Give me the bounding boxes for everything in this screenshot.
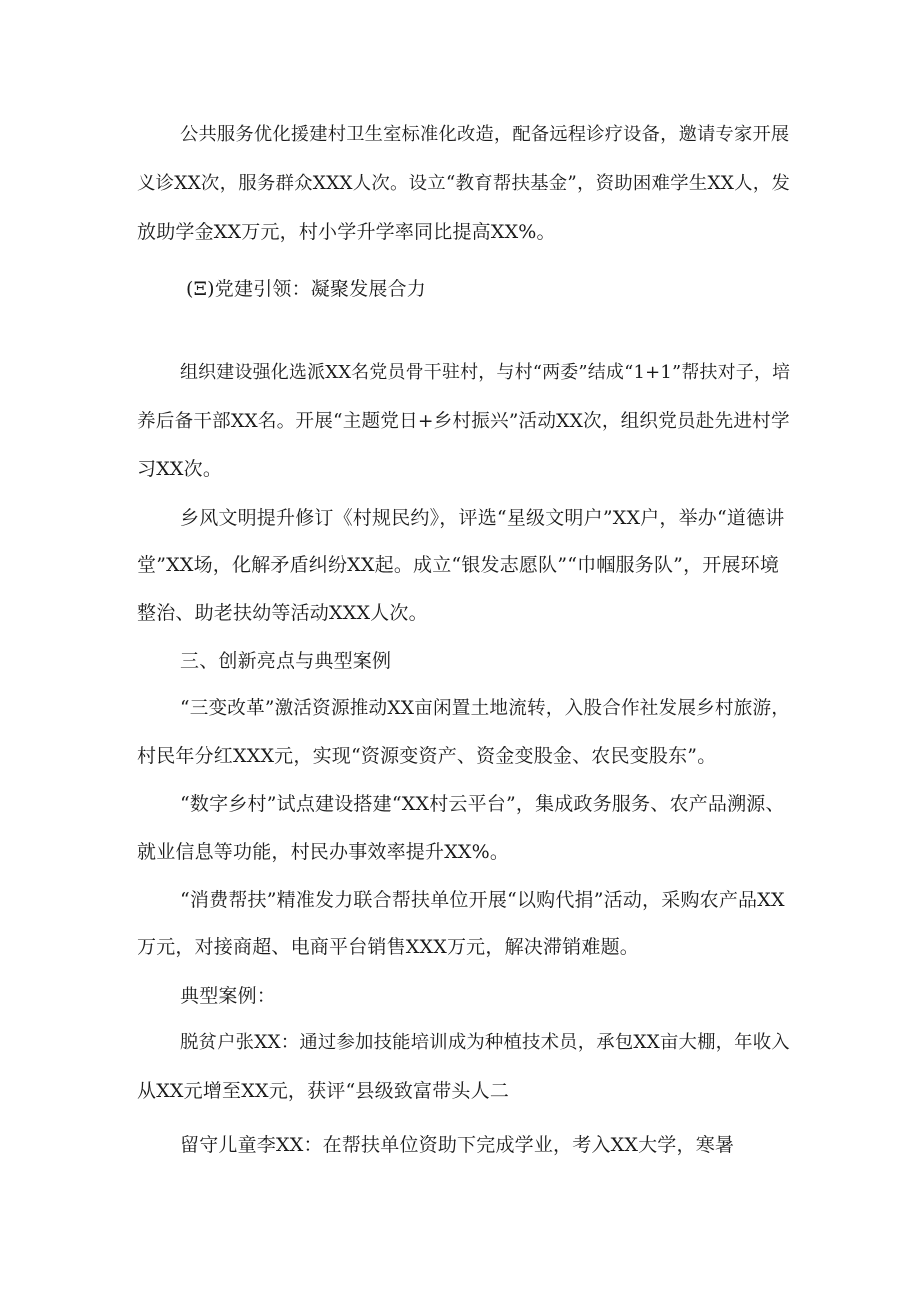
paragraph-2-line-1: 组织建设强化选派XX名党员骨干驻村，与村“两委”结成“1+1”帮扶对子，培: [180, 362, 791, 383]
paragraph-4-line-2: 村民年分红XXX元，实现“资源变资产、资金变股金、农民变股东”。: [137, 745, 717, 767]
paragraph-1-line-2: 义诊XX次，服务群众XXX人次。设立“教育帮扶基金”，资助困难学生XX人，发: [137, 173, 791, 194]
paragraph-1-line-1: 公共服务优化援建村卫生室标准化改造，配备远程诊疗设备，邀请专家开展: [180, 124, 790, 145]
paragraph-2-line-3: 习XX次。: [137, 458, 223, 480]
paragraph-4-line-1: “三变改革”激活资源推动XX亩闲置土地流转，入股合作社发展乡村旅游，: [180, 698, 791, 719]
paragraph-3-line-3: 整治、助老扶幼等活动XXX人次。: [137, 602, 428, 624]
case-1-line-1: 脱贫户张XX：通过参加技能培训成为种植技术员，承包XX亩大棚，年收入: [180, 1032, 790, 1053]
paragraph-5-line-2: 就业信息等功能，村民办事效率提升XX%。: [137, 841, 510, 863]
section-heading-3: 三、创新亮点与典型案例: [180, 650, 392, 672]
paragraph-5-line-1: “数字乡村”试点建设搭建“XX村云平台”，集成政务服务、农产品溯源、: [180, 793, 785, 815]
paragraph-2-line-2: 养后备干部XX名。开展“主题党日+乡村振兴”活动XX次，组织党员赴先进村学: [137, 411, 790, 432]
typical-cases-title: 典型案例：: [180, 985, 277, 1007]
paragraph-1-line-3: 放助学金XX万元，村小学升学率同比提高XX%。: [137, 221, 556, 243]
paragraph-3-line-1: 乡风文明提升修订《村规民约》，评选“星级文明户”XX户，举办“道德讲: [180, 507, 785, 529]
case-2-line-1: 留守儿童李XX：在帮扶单位资助下完成学业，考入XX大学，寒暑: [180, 1134, 735, 1156]
paragraph-6-line-1: “消费帮扶”精准发力联合帮扶单位开展“以购代捐”活动，采购农产品XX: [180, 889, 785, 911]
subheading-party-building: (Ξ)党建引领：凝聚发展合力: [186, 278, 426, 300]
paragraph-3-line-2: 堂”XX场，化解矛盾纠纷XX起。成立“银发志愿队”“巾帼服务队”，开展环境: [137, 554, 780, 576]
case-1-line-2: 从XX元增至XX元，获评“县级致富带头人二: [137, 1080, 510, 1102]
paragraph-6-line-2: 万元，对接商超、电商平台销售XXX万元，解决滞销难题。: [137, 936, 639, 958]
